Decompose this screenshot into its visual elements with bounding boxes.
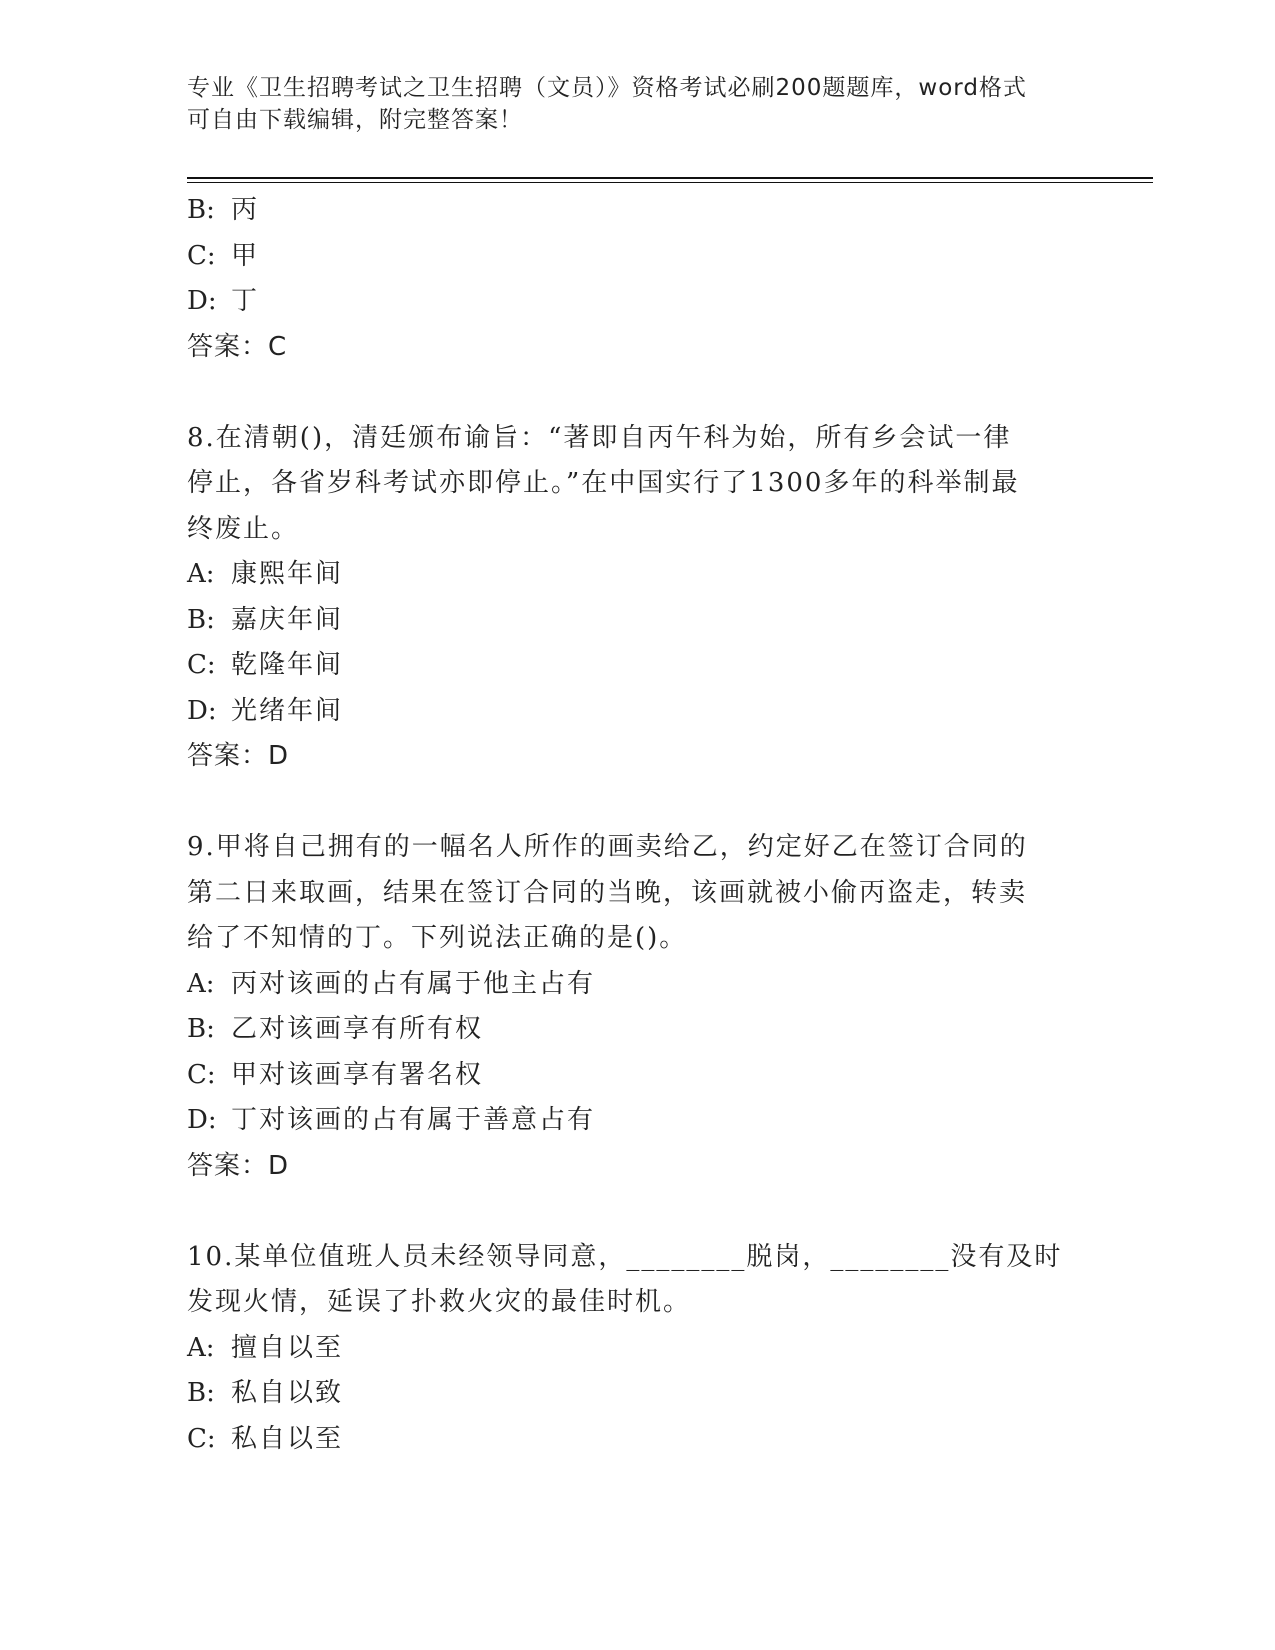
option-key: D: bbox=[187, 695, 217, 726]
option-text: 私自以致 bbox=[231, 1378, 344, 1408]
answer-line: 答案：D bbox=[187, 1150, 290, 1181]
option-text: 丁对该画的占有属于善意占有 bbox=[231, 1105, 596, 1135]
option-text: 光绪年间 bbox=[231, 695, 344, 726]
option-a bbox=[187, 552, 1087, 598]
option-b bbox=[187, 598, 1087, 644]
question-text-line: 第二日来取画，结果在签订合同的当晚，该画就被小偷丙盗走，转卖 bbox=[187, 877, 1028, 908]
option-text: 嘉庆年间 bbox=[231, 604, 344, 635]
option-b bbox=[187, 188, 1087, 234]
option-b bbox=[187, 1007, 1087, 1053]
option-key: D: bbox=[187, 286, 217, 316]
option-a bbox=[187, 962, 1087, 1008]
question-10 bbox=[187, 1235, 1087, 1463]
question-text-line: 8.在清朝()，清廷颁布谕旨：“著即自丙午科为始，所有乡会试一律 bbox=[187, 422, 1012, 453]
question-text-line: 10.某单位值班人员未经领导同意，________脱岗，________没有及时 bbox=[187, 1241, 1063, 1272]
spacer bbox=[187, 780, 1087, 826]
option-c bbox=[187, 1053, 1087, 1099]
option-text: 康熙年间 bbox=[231, 559, 344, 589]
header-divider-thick bbox=[187, 177, 1153, 179]
header-title-line-2: 可自由下载编辑，附完整答案！ bbox=[187, 107, 523, 133]
option-key: A: bbox=[187, 559, 215, 589]
option-key: C: bbox=[187, 1059, 216, 1090]
option-a bbox=[187, 1326, 1087, 1372]
option-d bbox=[187, 689, 1087, 735]
option-text: 私自以至 bbox=[231, 1423, 344, 1454]
option-c bbox=[187, 1417, 1087, 1463]
option-text: 丙对该画的占有属于他主占有 bbox=[231, 968, 596, 999]
option-key: A: bbox=[187, 968, 215, 999]
answer-line: 答案：C bbox=[187, 331, 288, 362]
option-key: B: bbox=[187, 604, 215, 635]
option-key: B: bbox=[187, 1014, 215, 1044]
option-key: C: bbox=[187, 240, 216, 271]
question-7 bbox=[187, 188, 1087, 370]
option-b bbox=[187, 1371, 1087, 1417]
question-list bbox=[187, 188, 1087, 1462]
header-divider-thin bbox=[187, 182, 1153, 183]
spacer bbox=[187, 1189, 1087, 1235]
option-key: A: bbox=[187, 1332, 215, 1363]
question-text-line: 9.甲将自己拥有的一幅名人所作的画卖给乙，约定好乙在签订合同的 bbox=[187, 832, 1028, 862]
header-title-line-1: 专业《卫生招聘考试之卫生招聘（文员）》资格考试必刷200题题库，word格式 bbox=[187, 75, 1027, 101]
option-key: D: bbox=[187, 1105, 217, 1135]
option-c bbox=[187, 234, 1087, 280]
option-text: 丙 bbox=[231, 195, 260, 225]
option-text: 擅自以至 bbox=[231, 1332, 344, 1363]
option-text: 乾隆年间 bbox=[231, 650, 344, 680]
question-text-line: 停止，各省岁科考试亦即停止。”在中国实行了1300多年的科举制最 bbox=[187, 468, 1020, 498]
option-text: 甲对该画享有署名权 bbox=[231, 1059, 484, 1090]
option-key: B: bbox=[187, 195, 215, 225]
option-text: 乙对该画享有所有权 bbox=[231, 1014, 484, 1044]
option-key: C: bbox=[187, 1423, 216, 1454]
option-d bbox=[187, 279, 1087, 325]
document-header bbox=[187, 72, 1087, 136]
answer-line: 答案：D bbox=[187, 741, 290, 771]
question-text-line: 终废止。 bbox=[187, 513, 300, 544]
question-text-line: 发现火情，延误了扑救火灾的最佳时机。 bbox=[187, 1287, 692, 1317]
question-text-line: 给了不知情的丁。下列说法正确的是()。 bbox=[187, 923, 688, 953]
option-d bbox=[187, 1098, 1087, 1144]
question-8 bbox=[187, 416, 1087, 780]
spacer bbox=[187, 370, 1087, 416]
option-c bbox=[187, 643, 1087, 689]
option-key: C: bbox=[187, 650, 216, 680]
option-text: 甲 bbox=[231, 240, 260, 271]
question-9 bbox=[187, 825, 1087, 1189]
option-key: B: bbox=[187, 1378, 215, 1408]
option-text: 丁 bbox=[231, 286, 260, 316]
